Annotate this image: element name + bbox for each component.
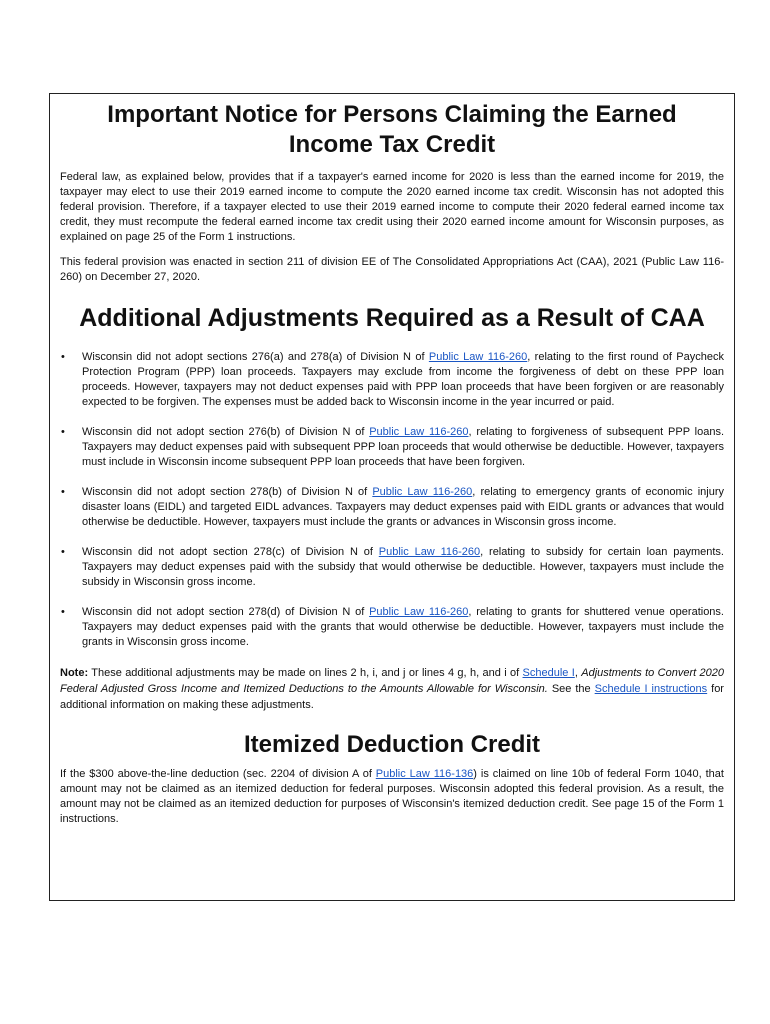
list-item: [60, 485, 724, 530]
itemized-text: If the $300 above-the-line deduction (sec. 2204 of division A of: [60, 768, 376, 780]
bullet-text: Wisconsin did not adopt section 278(c) of Division N of: [82, 546, 379, 558]
list-item: [60, 425, 724, 470]
note-text: for additional information on making these adjustments.: [60, 683, 724, 711]
itemized-text: ) is claimed on line 10b of federal Form 1040, that amount may not be claimed as an itemized deduction for federal purposes. Wisconsin adopted this federal provision. As a result, the amount may not be claimed as an itemized deduction for purposes of Wisconsin's itemized deduction credit. See page 15 of the Form 1 instructions.: [60, 768, 724, 825]
bullet-text: Wisconsin did not adopt section 276(b) of Division N of: [82, 426, 370, 438]
public-law-link[interactable]: Public Law 116-260: [369, 606, 469, 618]
public-law-link[interactable]: Public Law 116-260: [372, 486, 473, 498]
bullet-text: , relating to grants for shuttered venue operations. Taxpayers may deduct expenses paid with the grants that would otherwise be deductible. However, taxpayers must include the grants in Wisconsin gross income.: [82, 606, 724, 648]
page-title: Important Notice for Persons Claiming the Earned Income Tax Credit: [107, 101, 677, 158]
schedule-i-instructions-link[interactable]: Schedule I instructions: [594, 683, 708, 695]
bullet-icon: •: [61, 546, 65, 558]
intro-paragraph: Federal law, as explained below, provides that if a taxpayer's earned income for 2020 is less than the earned income for 2019, the taxpayer may elect to use their 2019 earned income to compute the 2020 earned income tax credit. Wisconsin has not adopted this federal provision. Therefore, if a taxpayer elected to use their 2019 earned income to compute their 2020 federal earned income tax credit, they must recompute the federal earned income tax credit using their 2020 earned income amount for Wisconsin purposes, as explained on page 25 of the Form 1 instructions.: [60, 171, 724, 243]
schedule-i-title: Adjustments to Convert 2020 Federal Adjusted Gross Income and Itemized Deductions to the Amounts Allowable for Wisconsin.: [60, 667, 724, 695]
caa-heading: Additional Adjustments Required as a Result of CAA: [79, 304, 705, 332]
bullet-text: Wisconsin did not adopt section 278(b) of Division N of: [82, 486, 373, 498]
schedule-i-link[interactable]: Schedule I: [522, 667, 575, 679]
bullet-icon: •: [61, 486, 65, 498]
list-item: [60, 605, 724, 650]
bullet-text: , relating to emergency grants of economic injury disaster loans (EIDL) and targeted EIDL advances. Taxpayers may deduct expenses paid with EIDL grants or advances that would otherwise be deductible. However, taxpayers must include the grants or advances in Wisconsin gross income.: [82, 486, 724, 528]
bullet-text: Wisconsin did not adopt sections 276(a) and 278(a) of Division N of: [82, 351, 429, 363]
public-law-link[interactable]: Public Law 116-260: [378, 546, 481, 558]
bullet-icon: •: [61, 606, 65, 618]
public-law-116-136-link[interactable]: Public Law 116-136: [375, 768, 474, 780]
itemized-heading: Itemized Deduction Credit: [243, 731, 541, 758]
public-law-link[interactable]: Public Law 116-260: [428, 351, 528, 363]
note-paragraph: [60, 665, 724, 713]
public-law-link[interactable]: Public Law 116-260: [369, 426, 469, 438]
note-label: Note:: [60, 667, 89, 679]
note-text: See the: [547, 683, 595, 695]
note-text: ,: [574, 667, 582, 679]
bullet-text: , relating to subsidy for certain loan payments. Taxpayers may deduct expenses paid with the subsidy that would otherwise be deductible. However, taxpayers must include the subsidy in Wisconsin gross income.: [82, 546, 724, 588]
itemized-paragraph: [60, 767, 724, 827]
note-text: These additional adjustments may be made on lines 2 h, i, and j or lines 4 g, h, and i of: [88, 667, 523, 679]
bullet-text: Wisconsin did not adopt section 278(d) of Division N of: [82, 606, 370, 618]
bullet-text: , relating to the first round of Paycheck Protection Program (PPP) loan proceeds. Taxpayers may exclude from income the forgiveness of debt on these PPP loan proceeds. However, taxpayers may not deduct expenses paid with PPP loan proceeds that have been forgiven or are reasonably expected to be forgiven. The expenses must be added back to Wisconsin income in the year incurred or paid.: [82, 351, 724, 408]
notice-box: [49, 93, 735, 901]
list-item: [60, 350, 724, 410]
adjustments-list: [60, 350, 724, 650]
list-item: [60, 545, 724, 590]
bullet-icon: •: [61, 426, 65, 438]
bullet-text: , relating to forgiveness of subsequent PPP loans. Taxpayers may deduct expenses paid with subsequent PPP loan proceeds that would otherwise be deductible. However, taxpayers must include in Wisconsin income subsequent PPP loan proceeds that have been forgiven.: [82, 426, 724, 468]
bullet-icon: •: [61, 351, 65, 363]
enacted-paragraph: This federal provision was enacted in section 211 of division EE of The Consolidated Appropriations Act (CAA), 2021 (Public Law 116-260) on December 27, 2020.: [60, 256, 724, 283]
